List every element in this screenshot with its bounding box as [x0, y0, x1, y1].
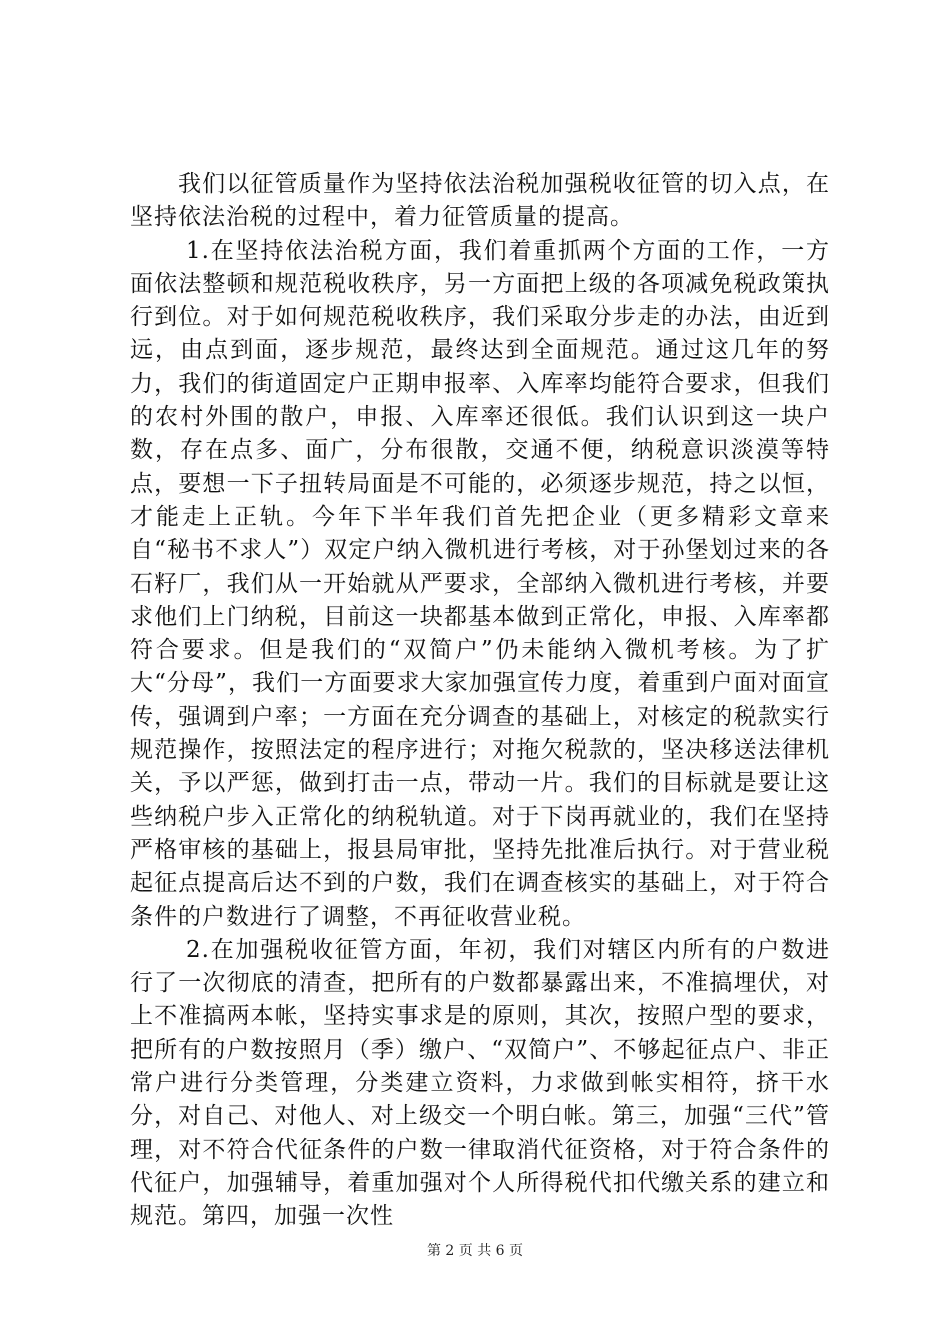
page-number-footer: 第 2 页 共 6 页	[426, 1243, 524, 1259]
paragraph-intro: 我们以征管质量作为坚持依法治税加强税收征管的切入点，在坚持依法治税的过程中，着力征管质量的提高。	[130, 171, 830, 231]
paragraph-item-2: 2.在加强税收征管方面，年初，我们对辖区内所有的户数进行了一次彻底的清查，把所有的户数都暴露出来，不准搞埋伏，对上不准搞两本帐，坚持实事求是的原则，其次，按照户型的要求，把所有的户数按照月（季）缴户、“双简户”、不够起征点户、非正常户进行分类管理，分类建立资料，力求做到帐实相符，挤干水分，对自己、对他人、对上级交一个明白帐。第三，加强“三代”管理，对不符合代征条件的户数一律取消代征资格，对于符合条件的代征户，加强辅导，着重加强对个人所得税代扣代缴关系的建立和规范。第四，加强一次性	[130, 936, 830, 1230]
document-body	[130, 168, 830, 1234]
paragraph-item-1: 1.在坚持依法治税方面，我们着重抓两个方面的工作，一方面依法整顿和规范税收秩序，另一方面把上级的各项减免税政策执行到位。对于如何规范税收秩序，我们采取分步走的办法，由近到远，由点到面，逐步规范，最终达到全面规范。通过这几年的努力，我们的街道固定户正期申报率、入库率均能符合要求，但我们的农村外围的散户，申报、入库率还很低。我们认识到这一块户数，存在点多、面广，分布很散，交通不便，纳税意识淡漠等特点，要想一下子扭转局面是不可能的，必须逐步规范，持之以恒，才能走上正轨。今年下半年我们首先把企业（更多精彩文章来自“秘书不求人”）双定户纳入微机进行考核，对于孙堡划过来的各石籽厂，我们从一开始就从严要求，全部纳入微机进行考核，并要求他们上门纳税，目前这一块都基本做到正常化，申报、入库率都符合要求。但是我们的“双简户”仍未能纳入微机考核。为了扩大“分母”，我们一方面要求大家加强宣传力度，着重到户面对面宣传，强调到户率；一方面在充分调查的基础上，对核定的税款实行规范操作，按照法定的程序进行；对拖欠税款的，坚决移送法律机关，予以严惩，做到打击一点，带动一片。我们的目标就是要让这些纳税户步入正常化的纳税轨道。对于下岗再就业的，我们在坚持严格审核的基础上，报县局审批，坚持先批准后执行。对于营业税起征点提高后达不到的户数，我们在调查核实的基础上，对于符合条件的户数进行了调整，不再征收营业税。	[130, 237, 830, 930]
